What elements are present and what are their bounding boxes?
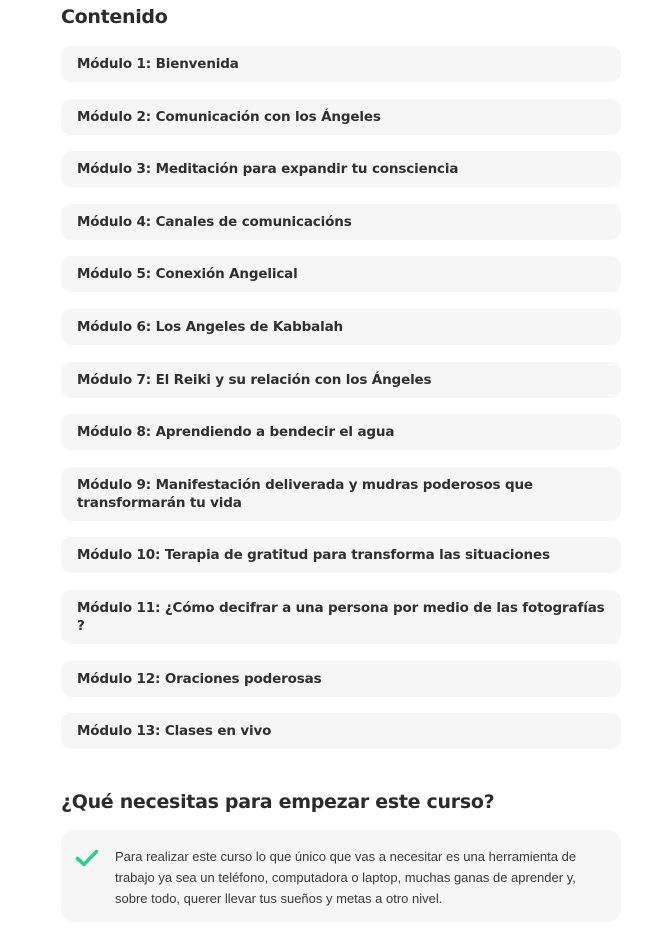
module-item-4[interactable]: Módulo 4: Canales de comunicacións <box>61 204 621 240</box>
contenido-title: Contenido <box>61 6 168 28</box>
requirements-title: ¿Qué necesitas para empezar este curso? <box>61 791 495 813</box>
module-item-8[interactable]: Módulo 8: Aprendiendo a bendecir el agua <box>61 414 621 450</box>
module-item-13[interactable]: Módulo 13: Clases en vivo <box>61 713 621 749</box>
module-item-12[interactable]: Módulo 12: Oraciones poderosas <box>61 661 621 697</box>
requirements-card <box>61 830 621 922</box>
check-icon <box>75 848 99 868</box>
module-item-3[interactable]: Módulo 3: Meditación para expandir tu consciencia <box>61 151 621 187</box>
module-item-6[interactable]: Módulo 6: Los Angeles de Kabbalah <box>61 309 621 345</box>
module-list <box>61 46 621 766</box>
module-item-5[interactable]: Módulo 5: Conexión Angelical <box>61 256 621 292</box>
module-item-11[interactable]: Módulo 11: ¿Cómo decifrar a una persona por medio de las fotografías ? <box>61 590 621 644</box>
module-item-10[interactable]: Módulo 10: Terapia de gratitud para transforma las situaciones <box>61 537 621 573</box>
module-item-1[interactable]: Módulo 1: Bienvenida <box>61 46 621 82</box>
requirements-text: Para realizar este curso lo que único que vas a necesitar es una herramienta de trabajo ya sea un teléfono, computadora o laptop, muchas ganas de aprender y, sobre todo, querer llevar tus sueños y metas a otro nivel. <box>115 849 577 906</box>
module-item-2[interactable]: Módulo 2: Comunicación con los Ángeles <box>61 99 621 135</box>
module-item-9[interactable]: Módulo 9: Manifestación deliverada y mudras poderosos que transformarán tu vida <box>61 467 621 521</box>
module-item-7[interactable]: Módulo 7: El Reiki y su relación con los Ángeles <box>61 362 621 398</box>
